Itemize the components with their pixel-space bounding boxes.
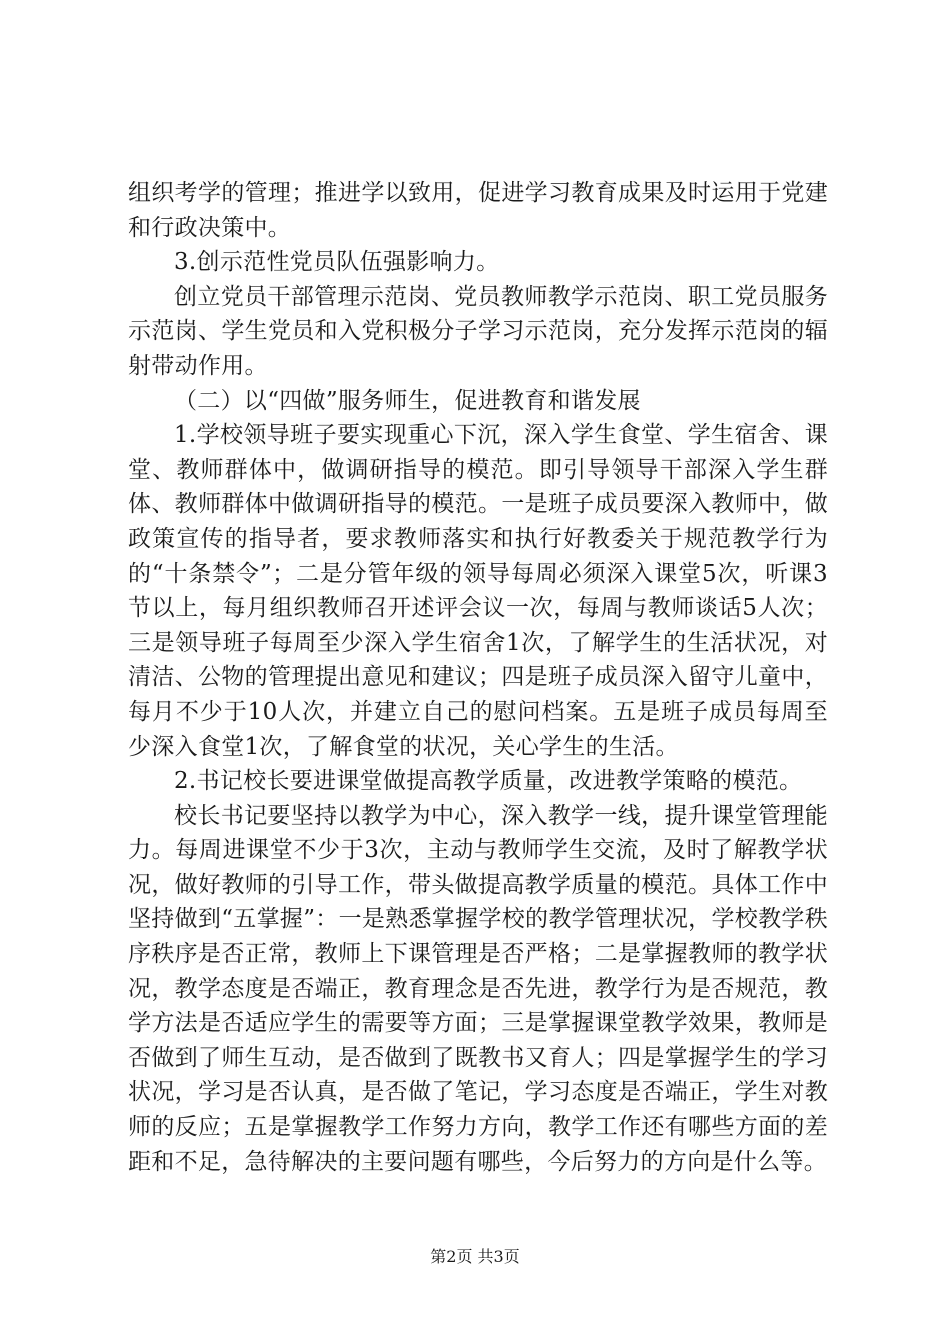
document-body (128, 176, 828, 1179)
paragraph-4-section-heading: （二）以“四做”服务师生，促进教育和谐发展 (174, 387, 641, 414)
paragraph-5: 1.学校领导班子要实现重心下沉，深入学生食堂、学生宿舍、课堂、教师群体中，做调研指导的模范。即引导领导干部深入学生群体、教师群体中做调研指导的模范。一是班子成员要深入教师中，做政策宣传的指导者，要求教师落实和执行好教委关于规范教学行为的“十条禁令”；二是分管年级的领导每周必须深入课堂5次，听课3节以上，每月组织教师召开述评会议一次，每周与教师谈话5人次；三是领导班子每周至少深入学生宿舍1次，了解学生的生活状况，对清洁、公物的管理提出意见和建议；四是班子成员深入留守儿童中，每月不少于10人次，并建立自己的慰问档案。五是班子成员每周至少深入食堂1次，了解食堂的状况，关心学生的生活。 (128, 422, 828, 760)
paragraph-3: 创立党员干部管理示范岗、党员教师教学示范岗、职工党员服务示范岗、学生党员和入党积极分子学习示范岗，充分发挥示范岗的辐射带动作用。 (128, 283, 828, 379)
paragraph-1: 组织考学的管理；推进学以致用，促进学习教育成果及时运用于党建和行政决策中。 (128, 180, 828, 241)
paragraph-2-heading: 3.创示范性党员队伍强影响力。 (174, 249, 500, 276)
paragraph-6-heading: 2.书记校长要进课堂做提高教学质量，改进教学策略的模范。 (174, 768, 803, 795)
page-number-footer: 第2页 共3页 (430, 1247, 520, 1266)
paragraph-7: 校长书记要坚持以教学为中心，深入教学一线，提升课堂管理能力。每周进课堂不少于3次，主动与教师学生交流，及时了解教学状况，做好教师的引导工作，带头做提高教学质量的模范。具体工作中坚持做到“五掌握”：一是熟悉掌握学校的教学管理状况，学校教学秩序秩序是否正常，教师上下课管理是否严格；二是掌握教师的教学状况，教学态度是否端正，教育理念是否先进，教学行为是否规范，教学方法是否适应学生的需要等方面；三是掌握课堂教学效果，教师是否做到了师生互动，是否做到了既教书又育人；四是掌握学生的学习状况，学习是否认真，是否做了笔记，学习态度是否端正，学生对教师的反应；五是掌握教学工作努力方向，教学工作还有哪些方面的差距和不足，急待解决的主要问题有哪些，今后努力的方向是什么等。 (128, 802, 828, 1175)
